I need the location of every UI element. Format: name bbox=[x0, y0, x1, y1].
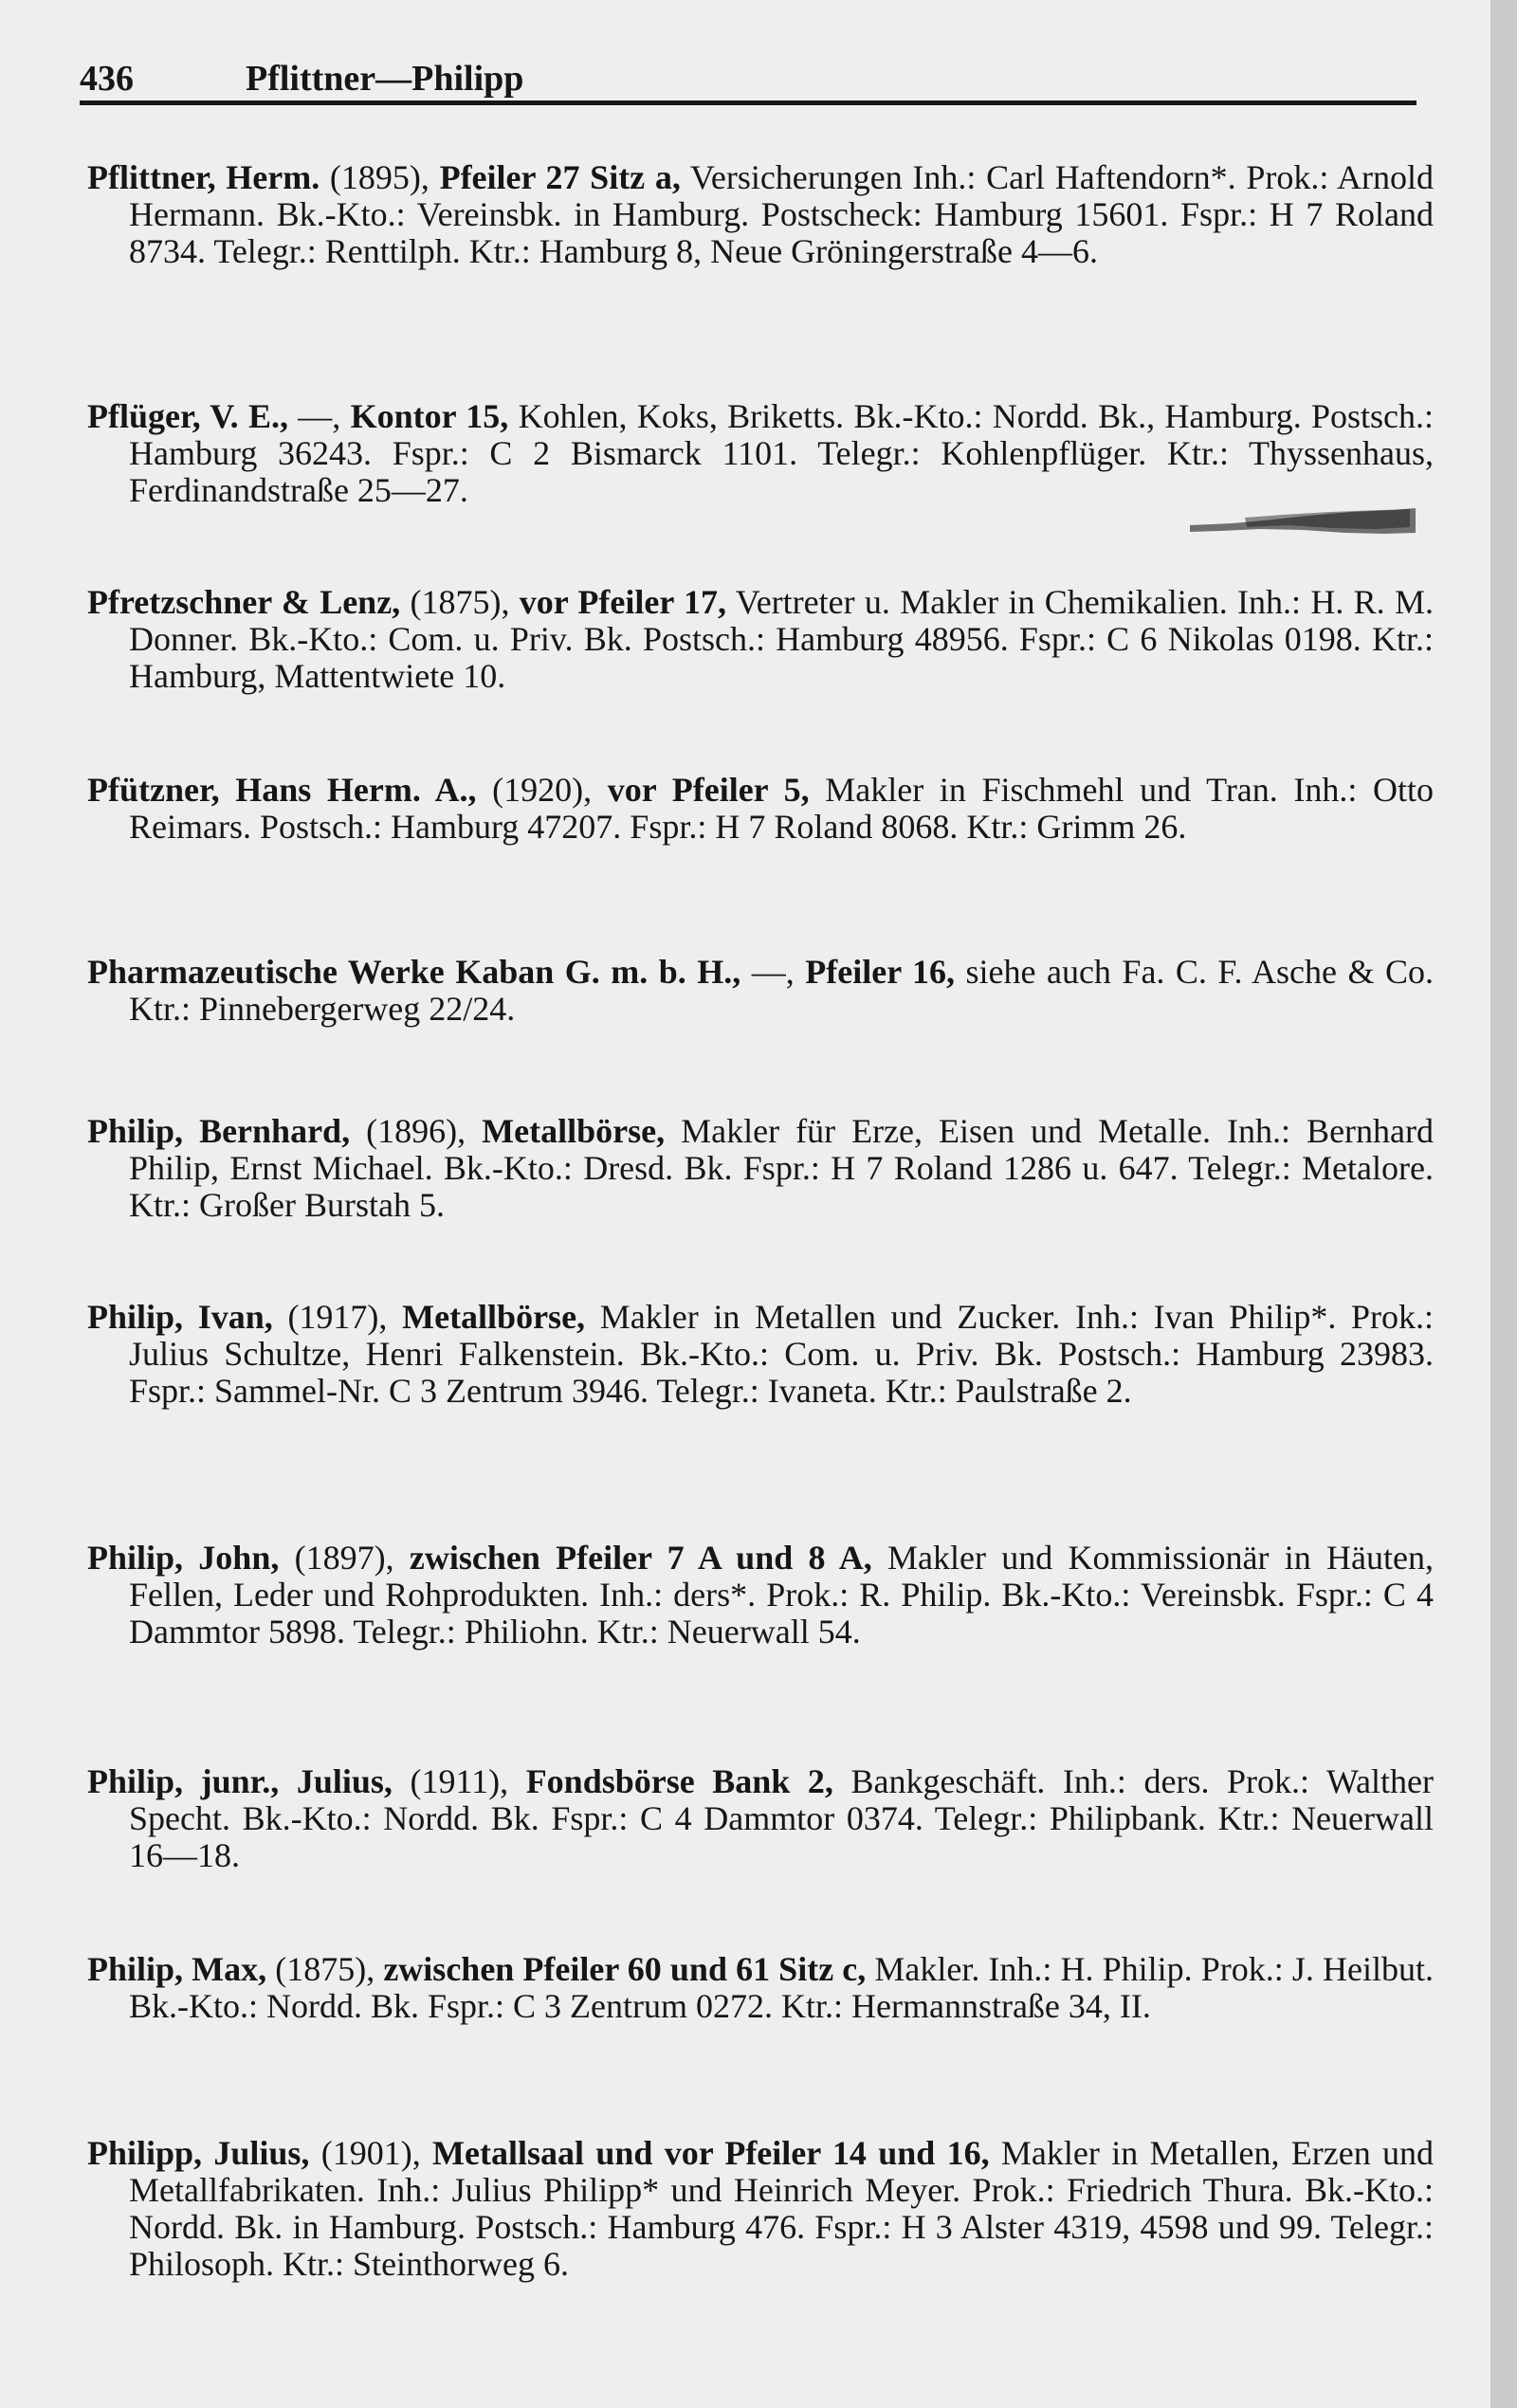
entry-text: Makler in Metallen und Zucker. Inh.: Ivan Philip*. Prok.: Julius Schultze, Henri Falkenstein. Bk.-Kto.: Com. u. Priv. Bk. Postsch.: Hamburg 23983. Fspr.: Sammel-Nr. C 3 Zentrum 3946. Telegr.: Ivaneta. Ktr.: Paulstraße 2. bbox=[129, 1298, 1435, 1410]
entry-text: Makler und Kommissionär in Häuten, Fellen, Leder und Rohprodukten. Inh.: ders*. Prok.: R. Philip. Bk.-Kto.: Vereinsbk. Fspr.: C 4 Dammtor 5898. Telegr.: Philiohn. Ktr.: Neuerwall 54. bbox=[129, 1539, 1434, 1651]
directory-entry bbox=[87, 1113, 1434, 1224]
entry-founded: (1895), bbox=[329, 158, 430, 196]
entry-name: Philip, junr., Julius, bbox=[87, 1762, 393, 1800]
entry-text: Makler in Fischmehl und Tran. Inh.: Otto Reimars. Postsch.: Hamburg 47207. Fspr.: H 7 Roland 8068. Ktr.: Grimm 26. bbox=[129, 771, 1435, 846]
directory-entry bbox=[87, 1299, 1434, 1410]
entry-text: Bankgeschäft. Inh.: ders. Prok.: Walther Specht. Bk.-Kto.: Nordd. Bk. Fspr.: C 4 Dammtor 0374. Telegr.: Philipbank. Ktr.: Neuerwall 16—18. bbox=[129, 1762, 1434, 1874]
page-edge-shadow bbox=[1490, 0, 1517, 2408]
directory-entry bbox=[87, 772, 1434, 846]
directory-entry bbox=[87, 2135, 1434, 2283]
entry-name: Pharmazeutische Werke Kaban G. m. b. H., bbox=[87, 953, 741, 991]
entry-location: Kontor 15, bbox=[350, 397, 509, 435]
entry-founded: (1911), bbox=[410, 1762, 509, 1800]
entry-location: vor Pfeiler 17, bbox=[519, 583, 727, 621]
page-number: 436 bbox=[80, 59, 134, 99]
entry-text: Versicherungen Inh.: Carl Haftendorn*. Prok.: Arnold Hermann. Bk.-Kto.: Vereinsbk. in Hamburg. Postscheck: Hamburg 15601. Fspr.: H 7 Roland 8734. Telegr.: Renttilph. Ktr.: Hamburg 8, Neue Gröningerstraße 4—6. bbox=[129, 158, 1434, 270]
entry-location: zwischen Pfeiler 7 A und 8 A, bbox=[409, 1539, 872, 1577]
header-rule bbox=[80, 100, 1416, 105]
entry-name: Pflüger, V. E., bbox=[87, 397, 288, 435]
entry-location: Fondsbörse Bank 2, bbox=[525, 1762, 833, 1800]
entry-name: Philip, John, bbox=[87, 1539, 280, 1577]
directory-entry bbox=[87, 398, 1434, 509]
entry-name: Pfretzschner & Lenz, bbox=[87, 583, 401, 621]
entry-name: Pfützner, Hans Herm. A., bbox=[87, 771, 477, 809]
entry-name: Pflittner, Herm. bbox=[87, 158, 320, 196]
directory-entry bbox=[87, 584, 1434, 695]
entry-location: Metallbörse, bbox=[402, 1298, 586, 1336]
entry-founded: (1920), bbox=[492, 771, 593, 809]
directory-entry bbox=[87, 1951, 1434, 2025]
entry-name: Philip, Max, bbox=[87, 1950, 267, 1988]
entry-name: Philip, Bernhard, bbox=[87, 1112, 351, 1150]
entry-location: Metallsaal und vor Pfeiler 14 und 16, bbox=[432, 2134, 990, 2172]
entry-location: Metallbörse, bbox=[482, 1112, 666, 1150]
directory-entry bbox=[87, 1763, 1434, 1874]
entry-name: Philipp, Julius, bbox=[87, 2134, 310, 2172]
entry-location: Pfeiler 27 Sitz a, bbox=[439, 158, 681, 196]
entry-text: Makler in Metallen, Erzen und Metallfabrikaten. Inh.: Julius Philipp* und Heinrich Meyer. Prok.: Friedrich Thura. Bk.-Kto.: Nordd. Bk. in Hamburg. Postsch.: Hamburg 476. Fspr.: H 3 Alster 4319, 4598 und 99. Telegr.: Philosoph. Ktr.: Steinthorweg 6. bbox=[129, 2134, 1435, 2283]
entry-text: Makler für Erze, Eisen und Metalle. Inh.: Bernhard Philip, Ernst Michael. Bk.-Kto.: Dresd. Bk. Fspr.: H 7 Roland 1286 u. 647. Telegr.: Metalore. Ktr.: Großer Burstah 5. bbox=[129, 1112, 1434, 1224]
page-header bbox=[80, 55, 1416, 102]
entry-founded: (1901), bbox=[320, 2134, 421, 2172]
entry-founded: (1917), bbox=[287, 1298, 388, 1336]
entry-founded: (1875), bbox=[410, 583, 510, 621]
entry-founded: —, bbox=[298, 397, 341, 435]
entry-text: siehe auch Fa. C. F. Asche & Co. Ktr.: Pinnebergerweg 22/24. bbox=[129, 953, 1435, 1028]
entry-name: Philip, Ivan, bbox=[87, 1298, 273, 1336]
entry-text: Makler. Inh.: H. Philip. Prok.: J. Heilbut. Bk.-Kto.: Nordd. Bk. Fspr.: C 3 Zentrum 0272. Ktr.: Hermannstraße 34, II. bbox=[129, 1950, 1434, 2025]
entry-text: Kohlen, Koks, Briketts. Bk.-Kto.: Nordd. Bk., Hamburg. Postsch.: Hamburg 36243. Fspr.: C 2 Bismarck 1101. Telegr.: Kohlenpflüger. Ktr.: Thyssenhaus, Ferdinandstraße 25—27. bbox=[129, 397, 1435, 509]
directory-entry bbox=[87, 159, 1434, 270]
running-head: Pflittner—Philipp bbox=[246, 59, 524, 99]
entry-founded: (1875), bbox=[275, 1950, 375, 1988]
entry-text: Vertreter u. Makler in Chemikalien. Inh.: H. R. M. Donner. Bk.-Kto.: Com. u. Priv. Bk. Postsch.: Hamburg 48956. Fspr.: C 6 Nikolas 0198. Ktr.: Hamburg, Mattentwiete 10. bbox=[129, 583, 1434, 695]
ink-smudge bbox=[1190, 504, 1416, 540]
directory-entry bbox=[87, 954, 1434, 1028]
directory-entry bbox=[87, 1540, 1434, 1651]
entry-location: zwischen Pfeiler 60 und 61 Sitz c, bbox=[383, 1950, 867, 1988]
entry-location: Pfeiler 16, bbox=[805, 953, 956, 991]
entry-founded: (1896), bbox=[366, 1112, 466, 1150]
entry-founded: (1897), bbox=[294, 1539, 394, 1577]
entry-location: vor Pfeiler 5, bbox=[607, 771, 810, 809]
entry-founded: —, bbox=[751, 953, 795, 991]
